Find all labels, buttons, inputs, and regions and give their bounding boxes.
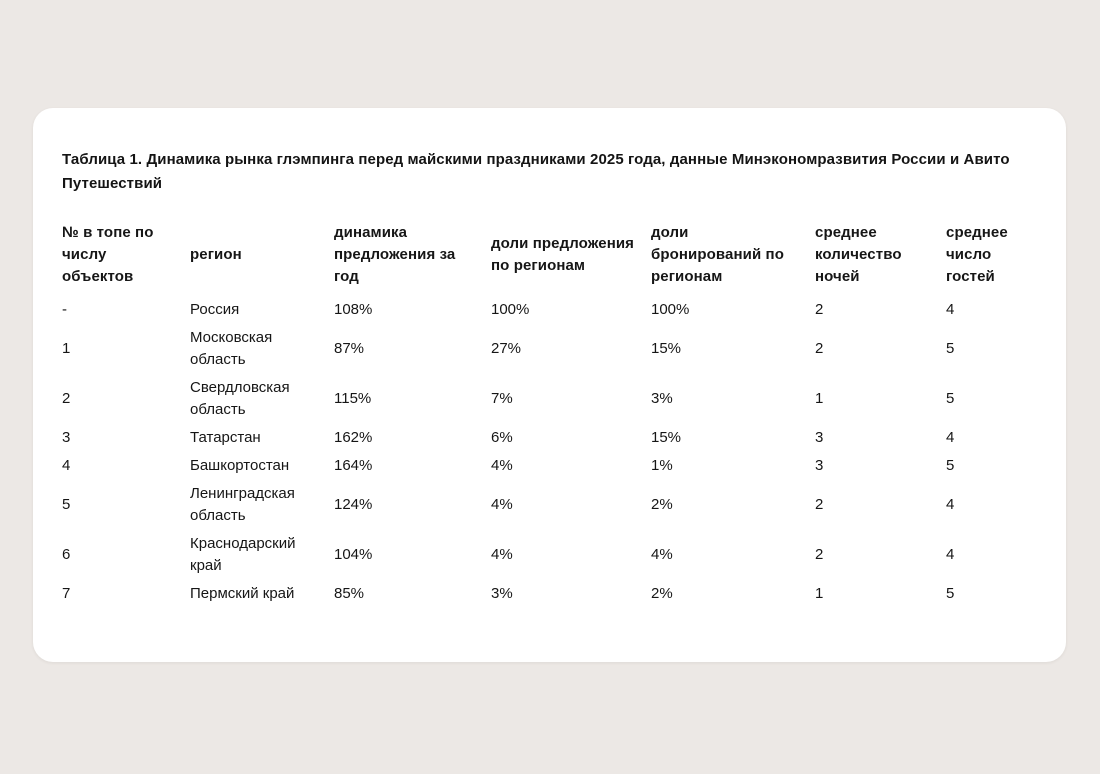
- table-cell: 6: [62, 546, 71, 563]
- table-cell: Краснодарский край: [190, 535, 296, 574]
- column-header-5: доли бронирований по регионам: [651, 224, 784, 285]
- table-cell: 164%: [334, 457, 373, 474]
- table-row: [62, 452, 1038, 480]
- table-cell: 27%: [491, 340, 522, 357]
- table-cell: 5: [946, 585, 955, 602]
- table-cell: Татарстан: [190, 429, 261, 446]
- table-cell: 2: [815, 301, 824, 318]
- table-cell: 5: [946, 457, 955, 474]
- table-cell: 4%: [491, 546, 513, 563]
- table-cell: 100%: [651, 301, 690, 318]
- table-cell: 4: [946, 301, 955, 318]
- table-row: [62, 424, 1038, 452]
- table-cell: 3: [815, 457, 824, 474]
- table-card: [33, 108, 1066, 662]
- table-cell: 2%: [651, 585, 673, 602]
- table-cell: 104%: [334, 546, 373, 563]
- table-cell: Башкортостан: [190, 457, 290, 474]
- table-cell: Пермский край: [190, 585, 295, 602]
- table-cell: Россия: [190, 301, 240, 318]
- column-header-4: доли предложения по регионам: [491, 235, 635, 274]
- table-cell: 4%: [491, 457, 513, 474]
- table-cell: 2: [815, 496, 824, 513]
- column-header-1: № в топе по числу объектов: [62, 224, 154, 285]
- column-header-7: среднее число гостей: [946, 224, 1008, 285]
- table-cell: 2%: [651, 496, 673, 513]
- table-cell: 4: [62, 457, 71, 474]
- table-title: Таблица 1. Динамика рынка глэмпинга перед майскими праздниками 2025 года, данные Минэкономразвития России и Авито Путешествий: [62, 151, 1010, 192]
- table-cell: 4: [946, 546, 955, 563]
- table-cell: Московская область: [190, 329, 273, 368]
- column-header-3: динамика предложения за год: [334, 224, 456, 285]
- table-cell: 4%: [651, 546, 673, 563]
- table-cell: 4: [946, 429, 955, 446]
- table-cell: Свердловская область: [190, 379, 290, 418]
- table-cell: 2: [815, 340, 824, 357]
- table-cell: 4: [946, 496, 955, 513]
- table-row: [62, 296, 1038, 324]
- table-row: [62, 530, 1038, 580]
- table-cell: 1: [815, 585, 824, 602]
- table-header-row: [62, 222, 1038, 296]
- table-row: [62, 480, 1038, 530]
- table-cell: 87%: [334, 340, 365, 357]
- column-header-2: регион: [190, 246, 242, 263]
- table-row: [62, 580, 1038, 608]
- table-cell: 5: [946, 390, 955, 407]
- table-cell: 7: [62, 585, 71, 602]
- table-cell: 1: [815, 390, 824, 407]
- glamping-table: [62, 222, 1038, 608]
- table-cell: 85%: [334, 585, 365, 602]
- table-row: [62, 374, 1038, 424]
- table-cell: 7%: [491, 390, 513, 407]
- table-cell: 3: [62, 429, 71, 446]
- table-cell: 124%: [334, 496, 373, 513]
- table-cell: 6%: [491, 429, 513, 446]
- table-cell: 15%: [651, 429, 682, 446]
- table-cell: -: [62, 301, 67, 318]
- table-cell: 162%: [334, 429, 373, 446]
- table-cell: 108%: [334, 301, 373, 318]
- table-cell: 15%: [651, 340, 682, 357]
- table-cell: 4%: [491, 496, 513, 513]
- table-cell: 1: [62, 340, 71, 357]
- table-cell: 1%: [651, 457, 673, 474]
- table-cell: 115%: [334, 390, 372, 407]
- table-cell: 3%: [651, 390, 673, 407]
- table-cell: 2: [815, 546, 824, 563]
- column-header-6: среднее количество ночей: [815, 224, 902, 285]
- table-cell: 5: [946, 340, 955, 357]
- table-cell: 3: [815, 429, 824, 446]
- table-cell: 2: [62, 390, 71, 407]
- table-cell: 5: [62, 496, 71, 513]
- table-row: [62, 324, 1038, 374]
- table-cell: Ленинградская область: [190, 485, 295, 524]
- table-body: [62, 296, 1038, 608]
- table-cell: 3%: [491, 585, 513, 602]
- table-cell: 100%: [491, 301, 530, 318]
